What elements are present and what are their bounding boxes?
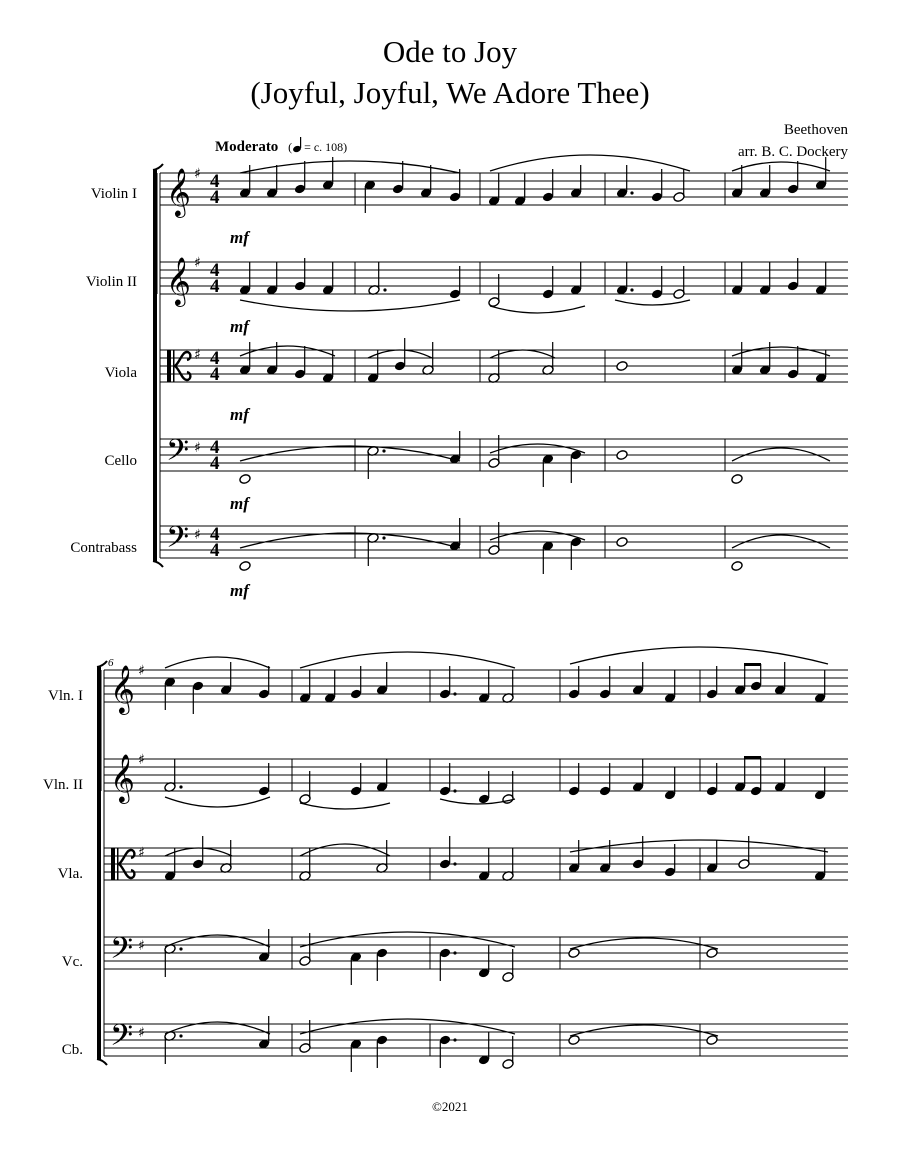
instrument-label-vln2-short: Vln. II [43,777,83,793]
dot [453,789,456,792]
slur [732,347,830,356]
sharp-icon: ♯ [138,845,145,861]
slur [615,300,690,305]
dot [179,1034,182,1037]
notation-marks [97,155,830,1072]
alto-clef-icon [117,848,119,880]
instrument-label-violin2: Violin II [85,274,137,290]
time-signature: 4 [210,524,220,545]
time-signature: 4 [210,187,220,208]
dot [630,288,633,291]
time-signature: 4 [210,453,220,474]
instrument-label-vc-short: Vc. [61,954,83,970]
metronome-mark: ( = c. 108) [282,140,347,154]
alto-clef-icon [119,864,134,878]
beam [744,663,761,666]
dynamic-mf: mf [230,228,249,247]
bass-clef-icon: 𝄢 [110,932,134,973]
time-signature: 4 [210,260,220,281]
slur [732,535,830,548]
note-head [616,449,629,460]
sharp-icon: ♯ [194,166,201,182]
slur [570,647,828,664]
dot [453,951,456,954]
note-head [616,536,629,547]
system-bracket [97,661,107,667]
dynamic-mf: mf [230,494,249,513]
time-signature: 4 [210,437,220,458]
bass-clef-icon: 𝄢 [166,521,190,562]
dynamic-mf: mf [230,405,249,424]
system-bracket [153,170,157,561]
score-subtitle: (Joyful, Joyful, We Adore Thee) [250,75,650,110]
slur [490,306,585,313]
note-head [731,560,744,571]
slur [165,657,270,668]
dot [382,449,385,452]
dot [630,191,633,194]
slur [732,448,830,461]
sharp-icon: ♯ [138,663,145,679]
note-head [568,1034,581,1045]
time-signature: 4 [210,540,220,561]
instrument-label-viola: Viola [104,365,137,381]
dot [179,947,182,950]
slur [300,652,515,668]
note-head [616,360,629,371]
sharp-icon: ♯ [194,440,201,456]
note-head [239,473,252,484]
slur [240,300,460,311]
time-signature: 4 [210,276,220,297]
instrument-label-contrabass: Contrabass [70,540,137,556]
metronome-value: = c. 108 [304,140,344,154]
treble-clef-icon: 𝄞 [166,256,191,305]
alto-clef-icon [119,850,134,864]
slur [490,350,555,358]
system-bracket [97,1059,107,1065]
treble-clef-icon: 𝄞 [110,753,135,802]
slur [300,803,390,809]
sharp-icon: ♯ [138,1025,145,1041]
composer-credit: Beethoven [783,122,848,138]
dot [453,1038,456,1041]
slur [570,840,828,852]
note-head [731,473,744,484]
dot [382,536,385,539]
instrument-label-vla-short: Vla. [57,866,83,882]
sharp-icon: ♯ [138,752,145,768]
score-title: Ode to Joy [382,34,518,69]
sharp-icon: ♯ [194,255,201,271]
alto-clef-icon [111,848,115,880]
bass-clef-icon: 𝄢 [166,434,190,475]
system-bracket [153,164,163,170]
alto-clef-icon [167,350,171,382]
slur [732,162,830,171]
slur [240,533,460,548]
slur [240,161,460,173]
system-bracket [97,667,101,1059]
dynamics [230,228,251,600]
slur [240,346,335,356]
tempo-text: Moderato [215,139,279,155]
measure-number: 6 [108,657,114,669]
slur [570,1025,718,1036]
instrument-label-violin1: Violin I [90,186,137,202]
dynamic-mf: mf [230,581,249,600]
slur [165,797,270,807]
note-head [568,947,581,958]
slur [490,531,585,540]
treble-clef-icon: 𝄞 [110,664,135,713]
instrument-label-cello: Cello [104,453,137,469]
dot [179,785,182,788]
instrument-label-cb-short: Cb. [61,1042,83,1058]
alto-clef-icon [175,352,190,366]
staff-lines [104,173,848,1056]
alto-clef-icon [175,366,190,380]
sharp-icon: ♯ [138,938,145,954]
beam [744,756,761,759]
time-signature: 4 [210,348,220,369]
bass-clef-icon: 𝄢 [110,1019,134,1060]
slur [300,844,390,856]
copyright-notice: ©2021 [432,1099,468,1114]
alto-clef-icon [173,350,175,382]
dynamic-mf: mf [230,317,249,336]
slur [490,155,690,171]
arranger-credit: arr. B. C. Dockery [738,144,848,160]
slur [570,938,718,949]
dot [453,692,456,695]
dot [383,288,386,291]
sharp-icon: ♯ [194,347,201,363]
instrument-label-vln1-short: Vln. I [48,688,83,704]
treble-clef-icon: 𝄞 [166,167,191,216]
slur [240,446,460,461]
sharp-icon: ♯ [194,527,201,543]
time-signature: 4 [210,364,220,385]
time-signature: 4 [210,171,220,192]
slur [490,444,585,453]
note-head [239,560,252,571]
dot [453,862,456,865]
system-bracket [153,561,163,567]
